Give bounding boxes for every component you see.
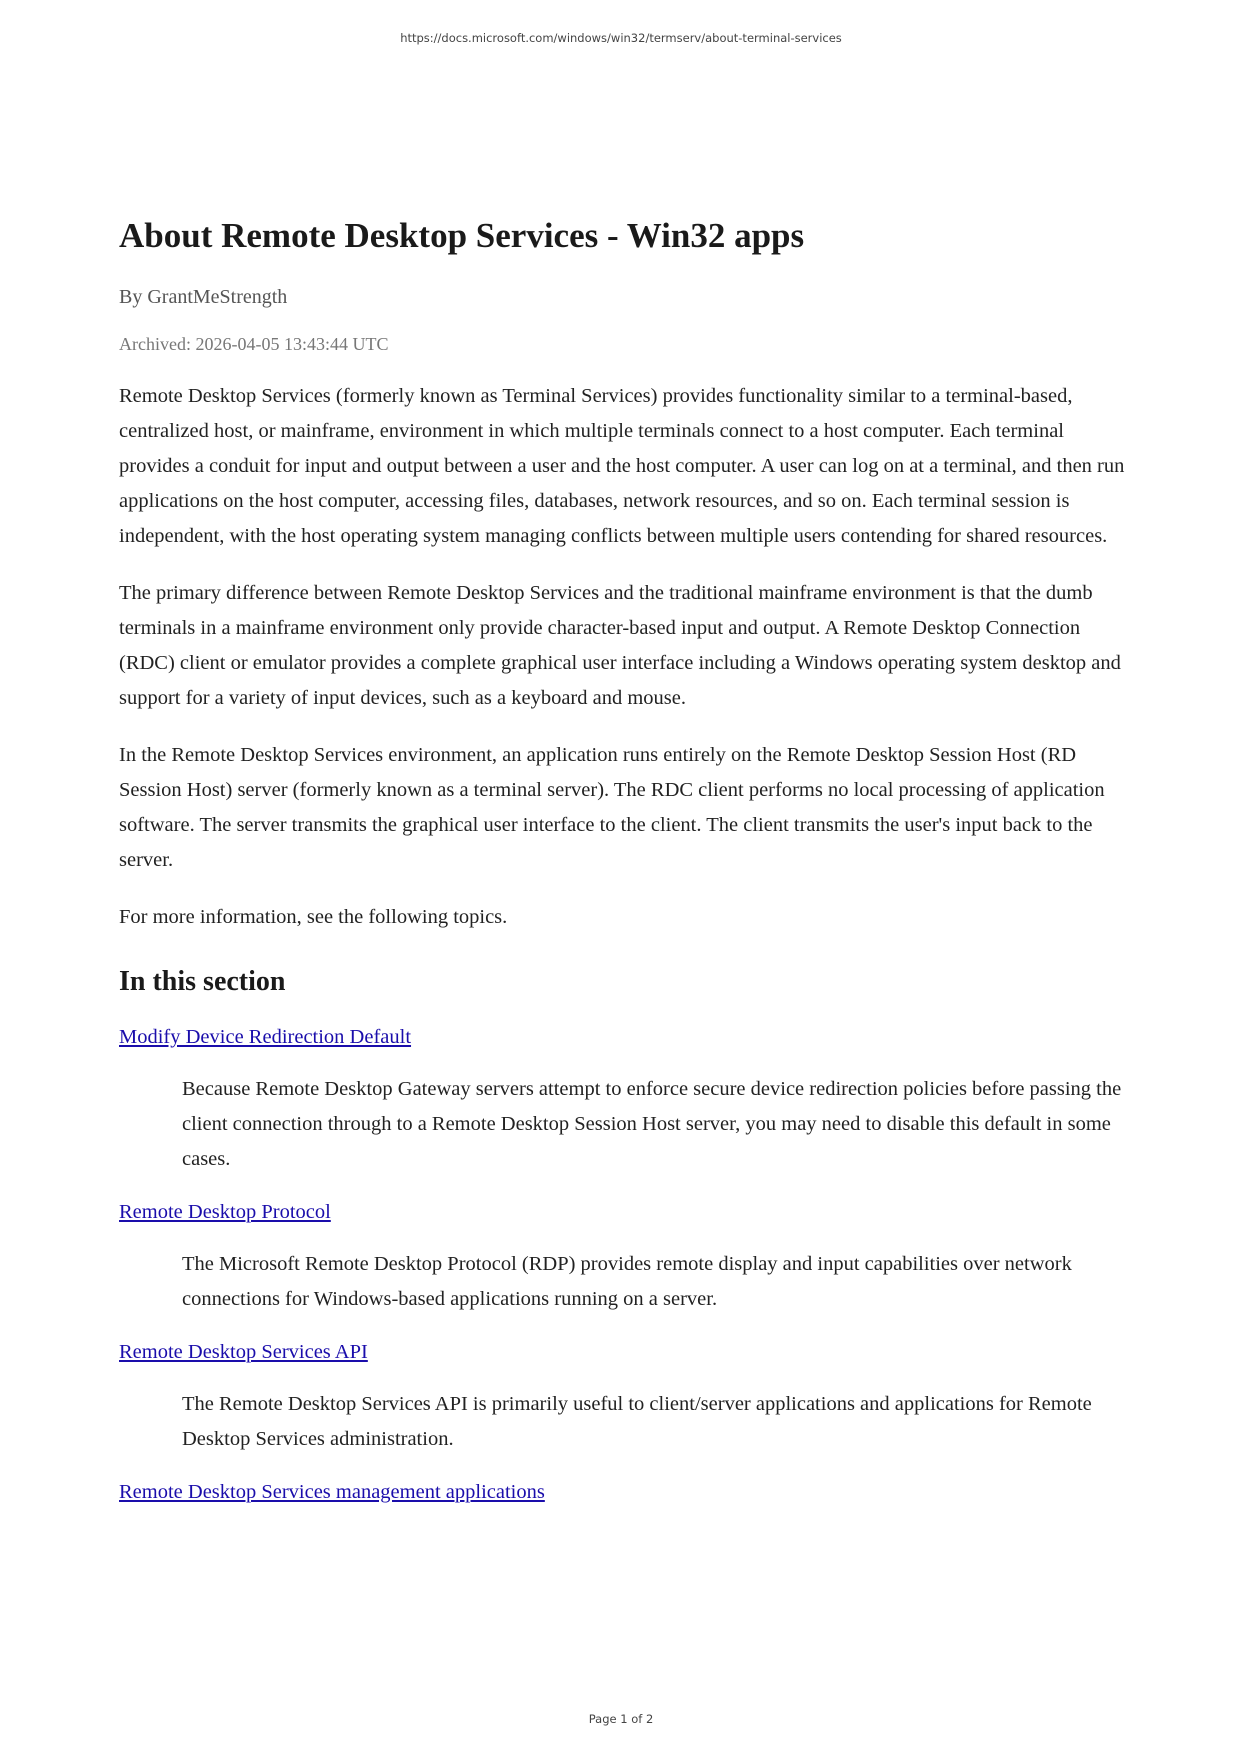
topic-entry <box>119 1197 1129 1227</box>
page-url: https://docs.microsoft.com/windows/win32/termserv/about-terminal-services <box>400 31 842 45</box>
topic-entry <box>119 1477 1129 1507</box>
page-title: About Remote Desktop Services - Win32 apps <box>119 216 805 255</box>
topic-entry <box>119 1337 1129 1367</box>
topic-description: The Remote Desktop Services API is primarily useful to client/server applications and applications for Remote Desktop Services administration. <box>182 1393 1092 1450</box>
topic-link-rds-api[interactable]: Remote Desktop Services API <box>119 1341 368 1363</box>
page-number: Page 1 of 2 <box>588 1712 654 1726</box>
topic-link-modify-device-redirection[interactable]: Modify Device Redirection Default <box>119 1026 412 1048</box>
topic-entry <box>119 1022 1129 1052</box>
paragraph-difference: The primary difference between Remote Desktop Services and the traditional mainframe environment is that the dumb terminals in a mainframe environment only provide character-based input and output. A Remote Desktop Connection (RDC) client or emulator provides a complete graphical user interface including a Windows operating system desktop and support for a variety of input devices, such as a keyboard and mouse. <box>119 582 1121 709</box>
topic-description: The Microsoft Remote Desktop Protocol (RDP) provides remote display and input capabilities over network connections for Windows-based applications running on a server. <box>182 1253 1072 1310</box>
topic-link-rds-management-apps[interactable]: Remote Desktop Services management applications <box>119 1481 545 1503</box>
topic-link-remote-desktop-protocol[interactable]: Remote Desktop Protocol <box>119 1201 331 1223</box>
paragraph-intro: Remote Desktop Services (formerly known as Terminal Services) provides functionality similar to a terminal-based, centralized host, or mainframe, environment in which multiple terminals connect to a host computer. Each terminal provides a conduit for input and output between a user and the host computer. A user can log on at a terminal, and then run applications on the host computer, accessing files, databases, network resources, and so on. Each terminal session is independent, with the host operating system managing conflicts between multiple users contending for shared resources. <box>119 385 1125 547</box>
paragraph-environment: In the Remote Desktop Services environment, an application runs entirely on the Remote Desktop Session Host (RD Session Host) server (formerly known as a terminal server). The RDC client performs no local processing of application software. The server transmits the graphical user interface to the client. The client transmits the user's input back to the server. <box>119 744 1105 871</box>
archived-timestamp: Archived: 2026-04-05 13:43:44 UTC <box>119 334 389 354</box>
paragraph-more-info: For more information, see the following topics. <box>119 906 508 928</box>
article <box>119 212 1129 1507</box>
topic-description: Because Remote Desktop Gateway servers attempt to enforce secure device redirection policies before passing the client connection through to a Remote Desktop Session Host server, you may need to disable this default in some cases. <box>182 1078 1122 1170</box>
byline: By GrantMeStrength <box>119 286 288 308</box>
section-heading: In this section <box>119 966 286 997</box>
